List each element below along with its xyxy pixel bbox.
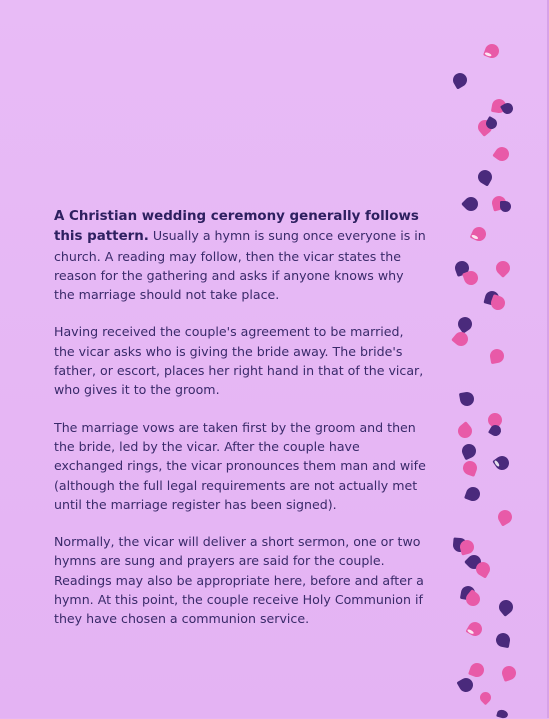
petal-icon	[464, 485, 482, 503]
petal-icon	[492, 144, 511, 163]
paragraph-text: Having received the couple's agreement to be married, the vicar asks who is giving the bride away. The bride's father, or escort, places her right hand in that of the vicar, who gives it to the groom.	[54, 324, 424, 398]
petal-icon	[496, 709, 509, 719]
petal-icon	[483, 42, 501, 60]
paragraph-3	[54, 418, 426, 514]
petal-icon	[461, 459, 479, 477]
petal-icon	[493, 258, 513, 278]
petal-icon	[451, 329, 471, 349]
paragraph-text: The marriage vows are taken first by the groom and then the bride, led by the vicar. After the couple have exchanged rings, the vicar pronounces them man and wife (although the full legal requirements are not actually met until the marriage register has been signed).	[54, 419, 426, 512]
petal-icon	[455, 314, 474, 333]
petal-icon	[459, 391, 475, 407]
petal-icon	[500, 201, 511, 212]
petal-icon	[465, 619, 484, 638]
petal-icon	[461, 194, 481, 214]
paragraph-4	[54, 532, 426, 628]
petal-icon	[495, 632, 511, 648]
petal-icon	[489, 294, 507, 312]
petal-icon	[475, 167, 494, 186]
petal-icon	[470, 225, 489, 244]
petal-icon	[496, 597, 516, 617]
petal-icon	[456, 675, 475, 694]
petal-icon	[468, 661, 486, 679]
petal-icon	[495, 507, 514, 526]
petal-icon	[492, 453, 511, 472]
petal-icon	[500, 664, 518, 682]
paragraph-lead: A Christian wedding ceremony generally follows this pattern.	[54, 209, 419, 245]
paragraph-1	[54, 206, 426, 304]
petal-icon	[462, 269, 480, 287]
petal-icon	[455, 421, 475, 441]
body-text	[54, 206, 426, 647]
confetti-petals-icon	[440, 0, 549, 718]
petal-icon	[489, 348, 505, 364]
paragraph-text: Usually a hymn is sung once everyone is in church. A reading may follow, then the vicar states the reason for the gathering and asks if anyone knows why the marriage should not take place.	[54, 228, 426, 303]
paragraph-text: Normally, the vicar will deliver a short sermon, one or two hymns are sung and prayers are said for the couple. Readings may also be appropriate here, before and after a hymn. At this point, the couple receive Holy Communion if they have chosen a communion service.	[54, 534, 424, 627]
petal-icon	[458, 538, 475, 555]
petal-icon	[450, 70, 469, 89]
petal-icon	[478, 690, 494, 706]
paragraph-2	[54, 322, 426, 399]
petal-icon	[460, 442, 479, 461]
